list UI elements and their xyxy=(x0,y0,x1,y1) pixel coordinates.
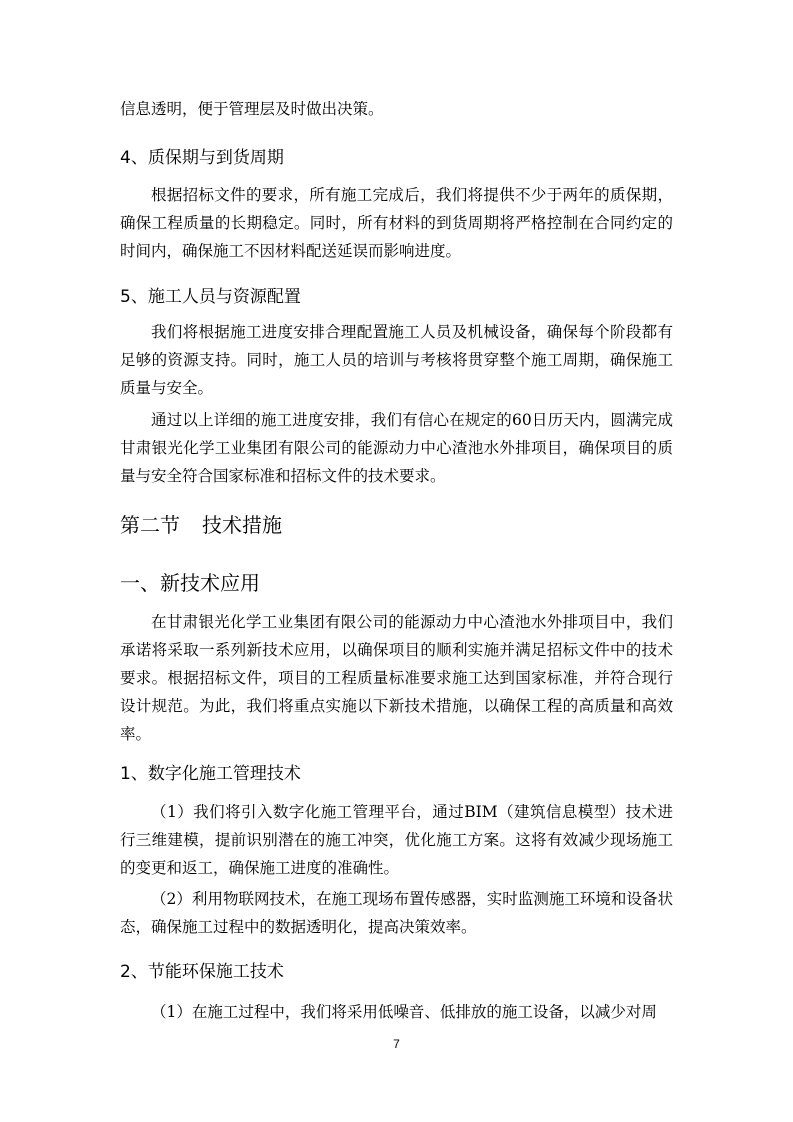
section-number: 第二节 xyxy=(120,513,180,537)
paragraph-staffing: 我们将根据施工进度安排合理配置施工人员及机械设备，确保每个阶段都有足够的资源支持。同时，施工人员的培训与考核将贯穿整个施工周期，确保施工质量与安全。 xyxy=(120,323,673,397)
heading-warranty-delivery: 4、质保期与到货周期 xyxy=(120,148,284,168)
paragraph-digital-iot: （2）利用物联网技术，在施工现场布置传感器，实时监测施工环境和设备状态，确保施工过程中的数据透明化，提高决策效率。 xyxy=(120,890,673,936)
paragraph-continuation: 信息透明，便于管理层及时做出决策。 xyxy=(120,100,384,118)
heading-staffing-resources: 5、施工人员与资源配置 xyxy=(120,287,301,307)
paragraph-digital-bim: （1）我们将引入数字化施工管理平台，通过BIM（建筑信息模型）技术进行三维建模，提前识别潜在的施工冲突，优化施工方案。这将有效减少现场施工的变更和返工，确保施工进度的准确性。 xyxy=(120,803,673,877)
section-heading xyxy=(120,510,673,540)
paragraph-schedule-summary: 通过以上详细的施工进度安排，我们有信心在规定的60日历天内，圆满完成甘肃银光化学工业集团有限公司的能源动力中心渣池水外排项目，确保项目的质量与安全符合国家标准和招标文件的技术要求。 xyxy=(120,411,673,485)
paragraph-eco-equipment: （1）在施工过程中，我们将采用低噪音、低排放的施工设备，以减少对周 xyxy=(151,1003,657,1021)
page-number: 7 xyxy=(393,1037,400,1051)
heading-eco-construction: 2、节能环保施工技术 xyxy=(120,962,284,982)
heading-new-technology: 一、新技术应用 xyxy=(120,571,260,595)
paragraph-new-technology: 在甘肃银光化学工业集团有限公司的能源动力中心渣池水外排项目中，我们承诺将采取一系列新技术应用，以确保项目的顺利实施并满足招标文件中的技术要求。根据招标文件，项目的工程质量标准要求施工达到国家标准，并符合现行设计规范。为此，我们将重点实施以下新技术措施，以确保工程的高质量和高效率。 xyxy=(120,613,673,743)
section-title: 技术措施 xyxy=(202,513,282,537)
heading-digital-management: 1、数字化施工管理技术 xyxy=(120,764,301,784)
paragraph-warranty: 根据招标文件的要求，所有施工完成后，我们将提供不少于两年的质保期，确保工程质量的长期稳定。同时，所有材料的到货周期将严格控制在合同约定的时间内，确保施工不因材料配送延误而影响进度。 xyxy=(120,186,673,260)
